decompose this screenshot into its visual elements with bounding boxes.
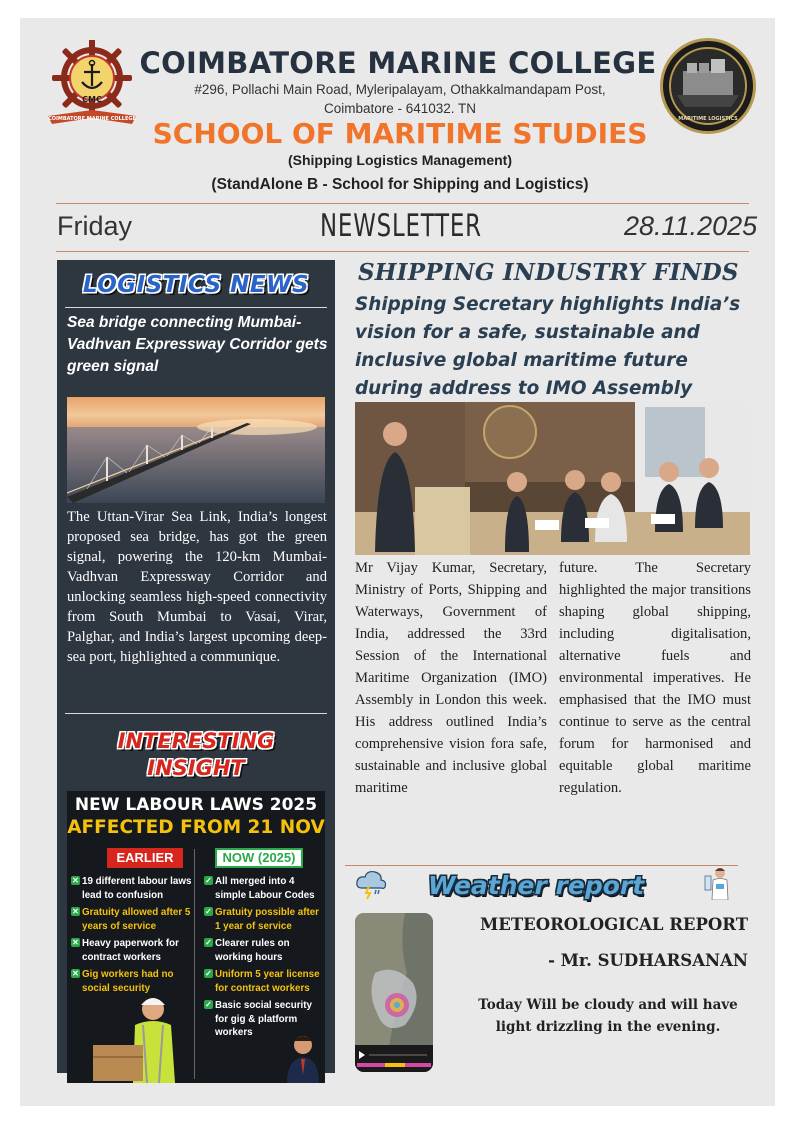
sea-bridge-image [67, 397, 325, 503]
now-item [204, 906, 324, 933]
now-item-text: All merged into 4 simple Labour Codes [215, 876, 315, 901]
shipping-headline: Shipping Secretary highlights India’s vision for a safe, sustainable and inclusive global maritime future during address to IMO Assembly [355, 294, 741, 399]
header-top-rule [56, 203, 749, 204]
labour-graphic-subtitle: AFFECTED FROM 21 NOV [67, 817, 325, 838]
now-item [204, 968, 324, 995]
logo-left-cmc-text: CMC [82, 95, 102, 104]
maritime-logistics-logo [660, 38, 756, 134]
now-item-text: Gratuity possible after 1 year of service [215, 907, 319, 932]
weather-report-title: Weather report [428, 871, 645, 900]
professional-figure-illustration [283, 1031, 323, 1083]
newsletter-title: NEWSLETTER [320, 208, 482, 244]
shipping-body-column-2: future. The Secretary highlighted the major transitions shaping global shipping, including digitalisation, alternative fuels and environmental imperatives. He emphasised that the IMO must continue to serve as the central forum for harmonised and equitable global maritime regulation. [559, 560, 751, 796]
check-mark-icon: ✓ [205, 1000, 212, 1009]
address-line-2: Coimbatore - 641032. TN [323, 101, 477, 116]
meteorological-report-author: - Mr. SUDHARSANAN [548, 951, 748, 970]
weather-divider [345, 865, 738, 866]
logistics-divider [65, 307, 327, 308]
earlier-item-text: Gig workers had no social security [82, 969, 174, 994]
now-label: NOW (2025) [215, 848, 303, 868]
cross-mark-icon: ✕ [72, 907, 79, 916]
earlier-item-text: 19 different labour laws lead to confusion [82, 876, 192, 901]
check-mark-icon: ✓ [205, 938, 212, 947]
weather-cloud-icon [354, 866, 388, 900]
address-line-1: #296, Pollachi Main Road, Myleripalayam, Othakkalmandapam Post, [194, 82, 606, 97]
college-address [160, 80, 640, 118]
cross-mark-icon: ✕ [72, 876, 79, 885]
now-item [204, 875, 324, 902]
check-mark-icon: ✓ [205, 907, 212, 916]
shipping-section-title: SHIPPING INDUSTRY FINDS [358, 259, 739, 286]
labour-graphic-divider [194, 849, 195, 1079]
logistics-bottom-divider [65, 713, 327, 714]
labour-laws-graphic [67, 791, 325, 1083]
now-item [204, 937, 324, 964]
meteorologist-icon [704, 866, 734, 900]
shipping-body-column-1: Mr Vijay Kumar, Secretary, Ministry of Ports, Shipping and Waterways, Government of India, addressed the 33rd Session of the International Maritime Organization (IMO) Assembly in London this week. His address outlined India’s comprehensive vision fora safe, sustainable and inclusive global maritime [355, 560, 547, 796]
now-list [204, 875, 324, 1044]
logistics-body: The Uttan-Virar Sea Link, India’s longest proposed sea bridge, has got the green signal, powering the 120-km Mumbai-Vadhvan Expressway Corridor and unlocking seamless high-speed connectivity from South Mumbai to Vasai, Virar, Palghar, and India’s largest upcoming deep-sea port, highlighted a communique. [67, 509, 327, 665]
labour-graphic-title: NEW LABOUR LAWS 2025 [74, 795, 318, 815]
left-column-panel [57, 260, 335, 1073]
earlier-item-text: Gratuity allowed after 5 years of service [82, 907, 191, 932]
now-item-text: Basic social security for gig & platform workers [215, 1000, 312, 1038]
now-item-text: Uniform 5 year license for contract workers [215, 969, 320, 994]
worker-figure-illustration [91, 989, 187, 1083]
check-mark-icon: ✓ [205, 876, 212, 885]
earlier-list [71, 875, 193, 999]
earlier-label: EARLIER [107, 848, 183, 868]
earlier-item [71, 906, 193, 933]
weather-radar-screenshot [355, 913, 433, 1072]
interesting-insight-title [57, 728, 335, 782]
header-bottom-rule [56, 251, 749, 252]
college-name: COIMBATORE MARINE COLLEGE [139, 46, 657, 80]
newsletter-page [20, 18, 775, 1106]
logistics-headline: Sea bridge connecting Mumbai-Vadhvan Expressway Corridor gets green signal [67, 314, 328, 375]
logo-left-ribbon-text: COIMBATORE MARINE COLLEGE [48, 116, 136, 122]
imo-assembly-photo [355, 402, 750, 555]
earlier-item [71, 875, 193, 902]
newsletter-day: Friday [57, 211, 133, 241]
school-name: SCHOOL OF MARITIME STUDIES [152, 117, 648, 150]
cross-mark-icon: ✕ [72, 938, 79, 947]
check-mark-icon: ✓ [205, 969, 212, 978]
newsletter-date: 28.11.2025 [624, 211, 758, 241]
insight-title-line-2: INSIGHT [147, 756, 245, 780]
logo-right-text: MARITIME LOGISTICS [678, 116, 738, 122]
now-item-text: Clearer rules on working hours [215, 938, 290, 963]
insight-title-line-1: INTERESTING [117, 729, 275, 753]
meteorological-report-title: METEOROLOGICAL REPORT [480, 915, 748, 934]
standalone-label: (StandAlone B - School for Shipping and Logistics) [211, 176, 589, 193]
weather-forecast-text: Today Will be cloudy and will have light drizzling in the evening. [478, 997, 738, 1035]
cross-mark-icon: ✕ [72, 969, 79, 978]
logistics-news-title: LOGISTICS NEWS [82, 272, 310, 298]
earlier-item [71, 937, 193, 964]
earlier-item-text: Heavy paperwork for contract workers [82, 938, 179, 963]
program-name: (Shipping Logistics Management) [287, 152, 512, 168]
